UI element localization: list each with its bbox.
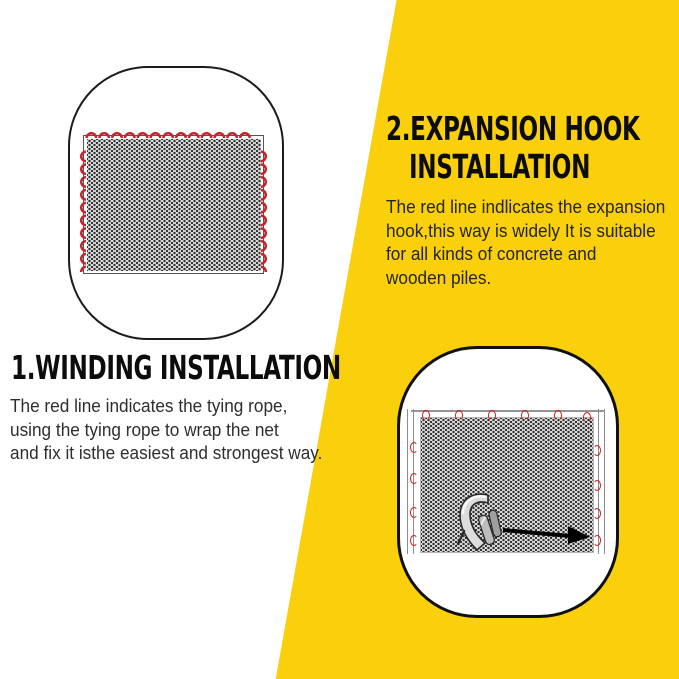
tying-rope-coil-right-icon xyxy=(261,150,274,272)
expansion-hook-icon xyxy=(583,412,591,423)
expansion-body xyxy=(386,195,665,289)
expansion-hook-icon xyxy=(554,410,562,421)
expansion-hook-icon xyxy=(410,442,418,453)
expansion-hook-icon xyxy=(593,535,601,546)
expansion-body-line: hook,this way is widely It is suitable xyxy=(386,219,656,241)
expansion-body-line: wooden piles. xyxy=(386,266,492,288)
winding-body-line: and fix it isthe easiest and strongest way. xyxy=(10,442,323,463)
expansion-hook-icon xyxy=(488,410,496,421)
tying-rope-coil-top-icon xyxy=(85,125,252,138)
expansion-hook-icon xyxy=(455,410,463,421)
expansion-hook-icon xyxy=(410,507,418,518)
expansion-hook-icon xyxy=(593,508,601,519)
net-frame xyxy=(83,135,264,274)
winding-body-line: using the tying rope to wrap the net xyxy=(10,418,279,440)
winding-title-text: 1.WINDING INSTALLATION xyxy=(11,348,341,387)
expansion-hook-icon xyxy=(521,410,529,421)
expansion-title-line2 xyxy=(409,147,668,186)
tying-rope-coil-left-icon xyxy=(73,150,86,272)
expansion-hook-icon xyxy=(410,535,418,546)
top-rail xyxy=(411,410,605,412)
net-mesh xyxy=(87,139,261,271)
expansion-body-line: for all kinds of concrete and xyxy=(386,243,597,264)
expansion-body-line: The red line indlicates the expansion xyxy=(386,196,666,217)
expansion-hook-illustration xyxy=(397,346,619,618)
expansion-title-line2-text: INSTALLATION xyxy=(409,147,591,186)
winding-body xyxy=(10,394,322,465)
expansion-hook-icon xyxy=(593,480,601,491)
expansion-hook-icon xyxy=(422,410,430,421)
direction-arrow-icon xyxy=(500,521,592,545)
expansion-hook-icon xyxy=(593,445,601,456)
winding-body-line: The red line indicates the tying rope, xyxy=(10,395,288,416)
expansion-hook-icon xyxy=(410,473,418,484)
expansion-title-line1 xyxy=(386,109,679,148)
expansion-title-line1-text: 2.EXPANSION HOOK xyxy=(386,109,640,148)
winding-illustration xyxy=(68,66,284,340)
